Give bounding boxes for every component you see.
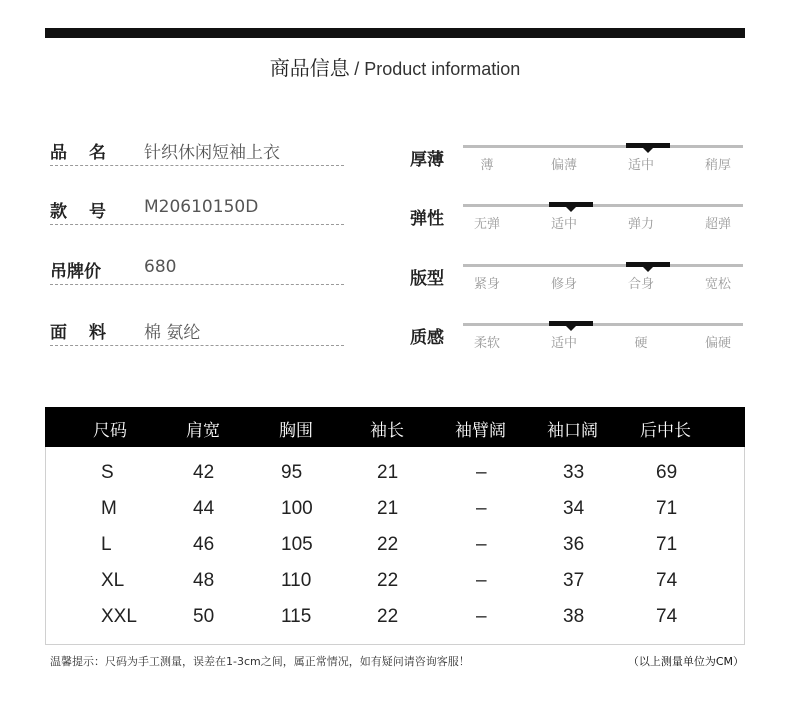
info-value: M20610150D bbox=[144, 197, 259, 217]
table-cell: 71 bbox=[656, 498, 678, 519]
scale-option: 稍厚 bbox=[704, 158, 731, 173]
scale-option: 适中 bbox=[550, 336, 577, 351]
table-cell: 110 bbox=[281, 570, 312, 591]
header-cell: 肩宽 bbox=[186, 421, 220, 441]
footer-note: 温馨提示：尺码为手工测量，误差在1-3cm之间，属正常情况，如有疑问请咨询客服！ bbox=[50, 655, 470, 668]
table-cell: 21 bbox=[377, 498, 399, 519]
table-cell: – bbox=[476, 534, 487, 555]
table-cell: 22 bbox=[377, 606, 399, 627]
scale-track bbox=[463, 145, 743, 148]
attribute-scale-thickness bbox=[410, 140, 745, 180]
table-cell: 36 bbox=[563, 534, 585, 555]
header-cell: 尺码 bbox=[93, 421, 127, 441]
top-divider-bar bbox=[45, 28, 745, 38]
scale-option: 无弹 bbox=[473, 217, 500, 232]
scale-option: 宽松 bbox=[704, 277, 731, 292]
table-cell: 22 bbox=[377, 570, 399, 591]
header-cell: 后中长 bbox=[640, 421, 691, 441]
info-row-fabric bbox=[50, 318, 344, 346]
table-cell: 37 bbox=[563, 570, 585, 591]
info-row-price bbox=[50, 257, 344, 285]
info-row-style-number bbox=[50, 197, 344, 225]
scale-marker bbox=[549, 202, 593, 207]
table-cell: – bbox=[476, 606, 487, 627]
table-cell: 44 bbox=[193, 498, 215, 519]
table-cell: 71 bbox=[656, 534, 678, 555]
info-value: 针织休闲短袖上衣 bbox=[144, 143, 280, 163]
size-label-cell: XXL bbox=[101, 606, 137, 627]
table-cell: 95 bbox=[281, 462, 303, 483]
scale-option: 薄 bbox=[480, 158, 494, 173]
size-table-header bbox=[45, 407, 745, 447]
header-cell: 袖臂阔 bbox=[455, 421, 506, 441]
scale-option: 适中 bbox=[550, 217, 577, 232]
attribute-name: 弹性 bbox=[410, 209, 444, 229]
table-cell: – bbox=[476, 498, 487, 519]
info-label: 款号 bbox=[50, 202, 128, 222]
scale-option: 柔软 bbox=[473, 336, 500, 351]
size-label-cell: M bbox=[101, 498, 117, 519]
table-cell: 100 bbox=[281, 498, 313, 519]
info-value: 棉 氨纶 bbox=[144, 323, 201, 343]
info-row-name bbox=[50, 138, 344, 166]
table-cell: 33 bbox=[563, 462, 585, 483]
info-value: 680 bbox=[144, 257, 177, 277]
table-cell: 69 bbox=[656, 462, 678, 483]
table-cell: 74 bbox=[656, 606, 678, 627]
attribute-scale-fit bbox=[410, 259, 745, 299]
size-label-cell: XL bbox=[101, 570, 125, 591]
table-cell: 34 bbox=[563, 498, 585, 519]
header-cell: 袖长 bbox=[370, 421, 404, 441]
table-cell: 115 bbox=[281, 606, 312, 627]
info-label: 品名 bbox=[50, 143, 128, 163]
attribute-name: 版型 bbox=[410, 269, 444, 289]
scale-option: 偏薄 bbox=[550, 158, 577, 173]
scale-track bbox=[463, 323, 743, 326]
scale-marker bbox=[626, 262, 670, 267]
scale-option: 合身 bbox=[627, 277, 654, 292]
scale-track bbox=[463, 264, 743, 267]
header-cell: 袖口阔 bbox=[547, 421, 598, 441]
info-label: 面料 bbox=[50, 323, 128, 343]
scale-option: 紧身 bbox=[473, 277, 500, 292]
scale-option: 偏硬 bbox=[704, 336, 731, 351]
scale-option: 硬 bbox=[634, 336, 648, 351]
size-label-cell: S bbox=[101, 462, 114, 483]
attribute-scale-elasticity bbox=[410, 199, 745, 239]
footer-unit: （以上测量单位为CM） bbox=[627, 655, 744, 668]
scale-option: 适中 bbox=[627, 158, 654, 173]
scale-option: 修身 bbox=[550, 277, 577, 292]
scale-marker bbox=[626, 143, 670, 148]
table-cell: 42 bbox=[193, 462, 215, 483]
attribute-name: 厚薄 bbox=[410, 150, 444, 170]
size-label-cell: L bbox=[101, 534, 112, 555]
table-cell: – bbox=[476, 570, 487, 591]
attribute-name: 质感 bbox=[410, 328, 444, 348]
scale-marker bbox=[549, 321, 593, 326]
table-cell: 74 bbox=[656, 570, 678, 591]
scale-option: 弹力 bbox=[627, 217, 654, 232]
table-cell: 38 bbox=[563, 606, 585, 627]
scale-track bbox=[463, 204, 743, 207]
table-cell: 48 bbox=[193, 570, 215, 591]
section-title bbox=[0, 52, 790, 81]
info-label: 吊牌价 bbox=[50, 262, 101, 282]
section-title-en: / Product information bbox=[354, 59, 521, 79]
table-cell: 46 bbox=[193, 534, 215, 555]
table-cell: 105 bbox=[281, 534, 313, 555]
attribute-scale-texture bbox=[410, 318, 745, 358]
table-cell: 22 bbox=[377, 534, 399, 555]
table-cell: 50 bbox=[193, 606, 215, 627]
header-cell: 胸围 bbox=[279, 421, 313, 441]
table-cell: – bbox=[476, 462, 487, 483]
section-title-cn: 商品信息 bbox=[269, 56, 350, 80]
scale-option: 超弹 bbox=[704, 217, 731, 232]
table-cell: 21 bbox=[377, 462, 399, 483]
